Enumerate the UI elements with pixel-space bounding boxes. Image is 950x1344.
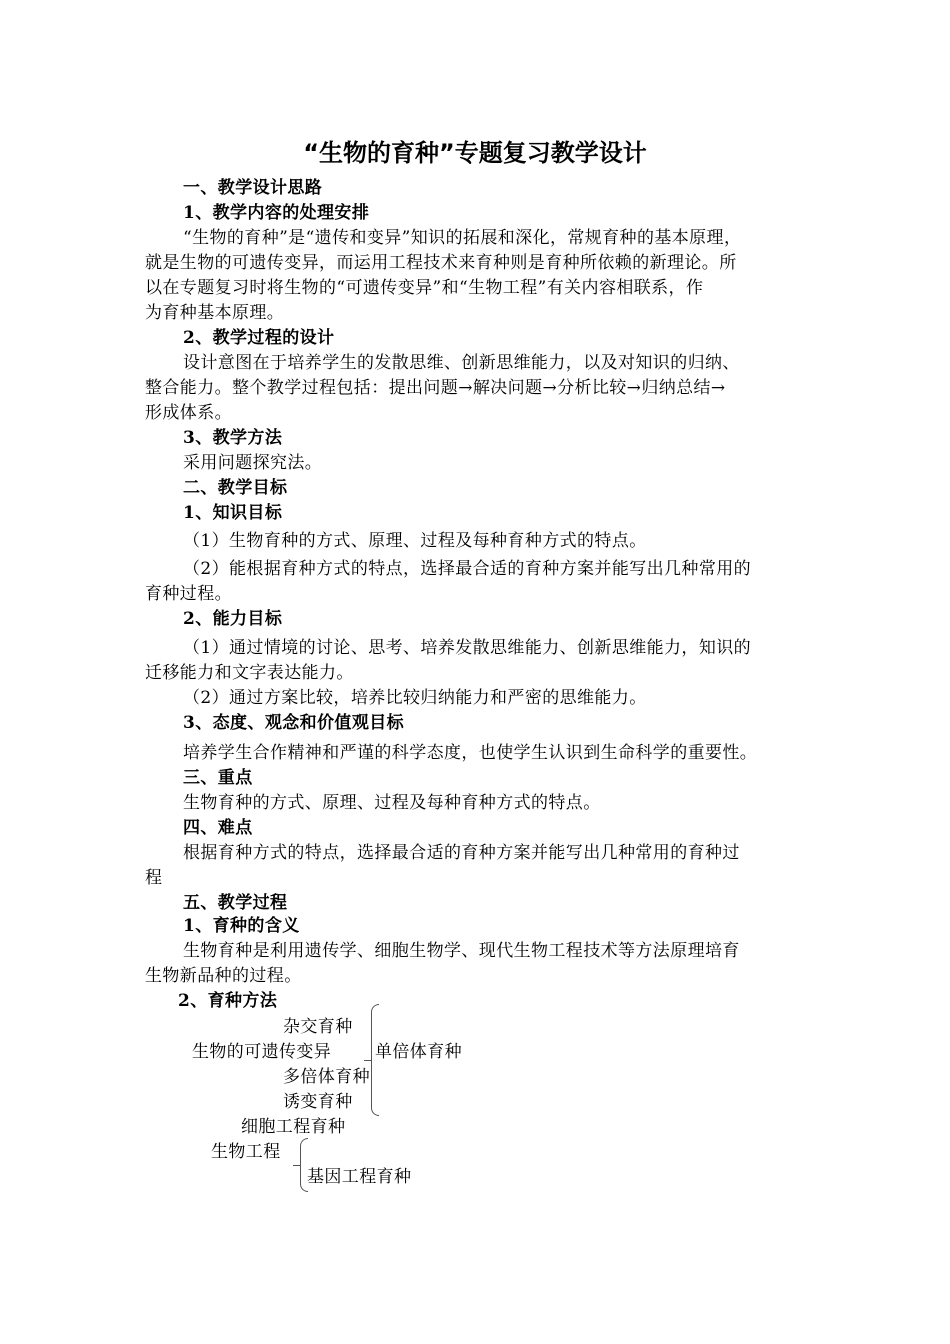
paragraph-line: 迁移能力和文字表达能力。 [145,663,354,683]
paragraph-line: 生物育种是利用遗传学、细胞生物学、现代生物工程技术等方法原理培育 [183,941,740,961]
subsection-heading: 3、教学方法 [183,428,283,448]
section-heading: 一、教学设计思路 [183,178,323,198]
bioengineering-label: 生物工程 [211,1142,281,1162]
subsection-heading: 1、育种的含义 [183,916,300,936]
paragraph-line: 育种过程。 [145,584,232,604]
section-heading: 五、教学过程 [183,893,288,913]
paragraph-line: 生物育种的方式、原理、过程及每种育种方式的特点。 [183,793,601,813]
paragraph-line: 采用问题探究法。 [183,453,323,473]
cell-engineering-label: 细胞工程育种 [241,1117,346,1137]
paragraph-line: 就是生物的可遗传变异，而运用工程技术来育种则是育种所依赖的新理论。所 [145,253,737,273]
hybrid-breeding-label: 杂交育种 [283,1017,353,1037]
paragraph-line: （2）能根据育种方式的特点，选择最合适的育种方案并能写出几种常用的 [183,559,752,579]
brace-bioengineering [300,1138,308,1192]
section-heading: 二、教学目标 [183,478,288,498]
paragraph-line: 设计意图在于培养学生的发散思维、创新思维能力，以及对知识的归纳、 [183,353,740,373]
subsection-heading: 3、态度、观念和价值观目标 [183,713,405,733]
page-title: “生物的育种”专题复习教学设计 [303,139,647,167]
paragraph-line: 生物新品种的过程。 [145,966,302,986]
section-heading: 三、重点 [183,768,253,788]
paragraph-line: （2）通过方案比较，培养比较归纳能力和严密的思维能力。 [183,688,647,708]
brace-heritable-variation [371,1004,379,1116]
paragraph-line: 程 [145,868,163,888]
subsection-heading: 2、育种方法 [178,991,278,1011]
paragraph-line: 以在专题复习时将生物的“可遗传变异”和“生物工程”有关内容相联系，作 [145,278,704,298]
subsection-heading: 2、能力目标 [183,609,283,629]
subsection-heading: 1、教学内容的处理安排 [183,203,370,223]
haploid-breeding-label: 单倍体育种 [375,1042,462,1062]
paragraph-line: “生物的育种”是“遗传和变异”知识的拓展和深化，常规育种的基本原理， [183,228,742,248]
paragraph-line: 培养学生合作精神和严谨的科学态度，也使学生认识到生命科学的重要性。 [183,743,758,763]
paragraph-line: 整合能力。整个教学过程包括：提出问题→解决问题→分析比较→归纳总结→ [145,378,726,398]
subsection-heading: 1、知识目标 [183,503,283,523]
polyploid-breeding-label: 多倍体育种 [283,1067,370,1087]
paragraph-line: （1）通过情境的讨论、思考、培养发散思维能力、创新思维能力，知识的 [183,638,752,658]
heritable-variation-label: 生物的可遗传变异 [192,1042,332,1062]
mutation-breeding-label: 诱变育种 [283,1092,353,1112]
paragraph-line: （1）生物育种的方式、原理、过程及每种育种方式的特点。 [183,531,647,551]
gene-engineering-label: 基因工程育种 [307,1167,412,1187]
paragraph-line: 根据育种方式的特点，选择最合适的育种方案并能写出几种常用的育种过 [183,843,740,863]
paragraph-line: 形成体系。 [145,403,232,423]
section-heading: 四、难点 [183,818,253,838]
paragraph-line: 为育种基本原理。 [145,303,285,323]
subsection-heading: 2、教学过程的设计 [183,328,335,348]
